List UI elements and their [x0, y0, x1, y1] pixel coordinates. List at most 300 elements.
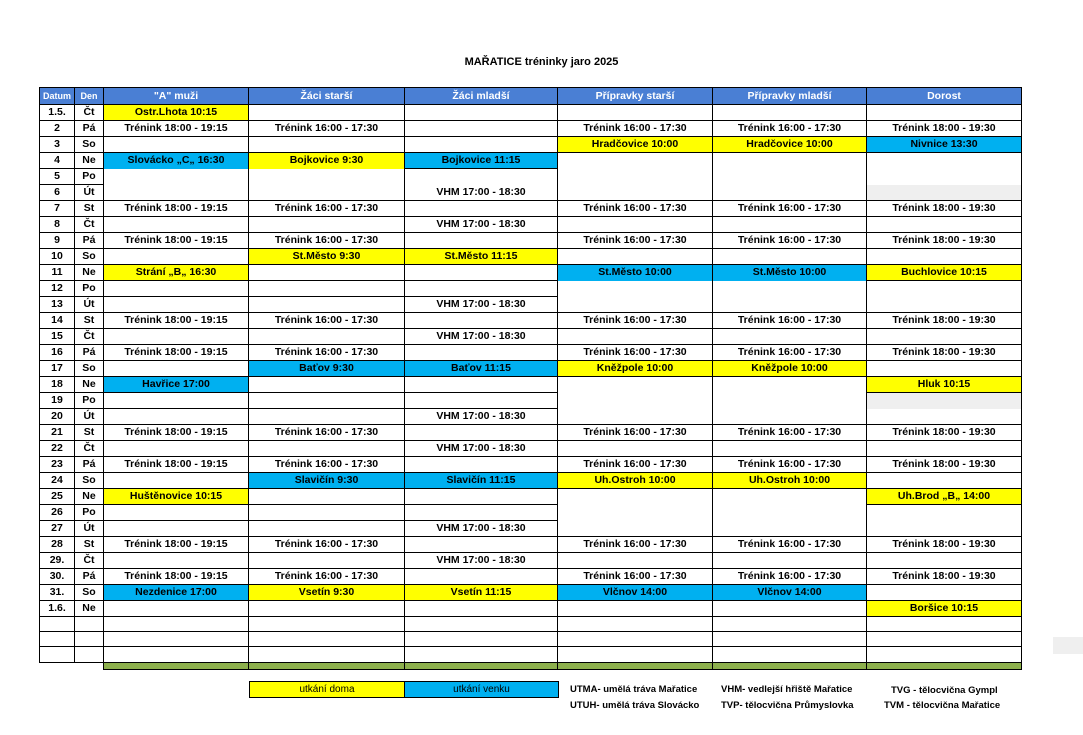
cell-datum: 28	[40, 537, 75, 553]
cell-dorost	[867, 185, 1022, 201]
cell-zaci-starsi	[249, 393, 405, 409]
cell-pripravky-starsi: Trénink 16:00 - 17:30	[558, 537, 713, 553]
cell-pripravky-starsi: Trénink 16:00 - 17:30	[558, 569, 713, 585]
footer-bar	[40, 663, 1022, 670]
table-row	[40, 409, 1022, 425]
cell-den: St	[75, 201, 104, 217]
cell-a-muzi	[104, 473, 249, 489]
table-row	[40, 201, 1022, 217]
table-row	[40, 393, 1022, 409]
cell-den: Pá	[75, 457, 104, 473]
empty-cell	[40, 617, 75, 632]
cell-zaci-mladsi	[405, 505, 558, 521]
cell-zaci-starsi	[249, 265, 405, 281]
cell-zaci-mladsi: VHM 17:00 - 18:30	[405, 297, 558, 313]
table-row	[40, 585, 1022, 601]
cell-dorost: Trénink 18:00 - 19:30	[867, 201, 1022, 217]
cell-datum: 27	[40, 521, 75, 537]
empty-cell	[713, 617, 867, 632]
cell-pripravky-mladsi: Trénink 16:00 - 17:30	[713, 537, 867, 553]
cell-den: Čt	[75, 105, 104, 121]
cell-a-muzi: Ostr.Lhota 10:15	[104, 105, 249, 121]
cell-dorost	[867, 153, 1022, 169]
cell-a-muzi: Trénink 18:00 - 19:15	[104, 425, 249, 441]
cell-zaci-mladsi	[405, 121, 558, 137]
cell-zaci-mladsi: Vsetín 11:15	[405, 585, 558, 601]
cell-dorost	[867, 217, 1022, 233]
cell-a-muzi: Nezdenice 17:00	[104, 585, 249, 601]
cell-datum: 4	[40, 153, 75, 169]
table-row	[40, 105, 1022, 121]
empty-cell	[40, 647, 75, 663]
empty-cell	[713, 647, 867, 663]
empty-cell	[558, 617, 713, 632]
cell-pripravky-starsi: Trénink 16:00 - 17:30	[558, 121, 713, 137]
cell-dorost: Trénink 18:00 - 19:30	[867, 569, 1022, 585]
cell-pripravky-starsi	[558, 505, 713, 521]
empty-cell	[249, 617, 405, 632]
legend-vhm: VHM- vedlejší hřiště Mařatice	[721, 684, 853, 695]
cell-zaci-starsi	[249, 105, 405, 121]
cell-zaci-mladsi	[405, 425, 558, 441]
cell-zaci-starsi	[249, 377, 405, 393]
cell-a-muzi	[104, 441, 249, 457]
cell-zaci-starsi: Trénink 16:00 - 17:30	[249, 457, 405, 473]
cell-dorost: Trénink 18:00 - 19:30	[867, 345, 1022, 361]
cell-datum: 22	[40, 441, 75, 457]
cell-pripravky-mladsi: Kněžpole 10:00	[713, 361, 867, 377]
cell-dorost	[867, 553, 1022, 569]
cell-a-muzi: Huštěnovice 10:15	[104, 489, 249, 505]
cell-pripravky-starsi: Trénink 16:00 - 17:30	[558, 201, 713, 217]
cell-datum: 14	[40, 313, 75, 329]
cell-zaci-starsi	[249, 297, 405, 313]
cell-zaci-starsi: Vsetín 9:30	[249, 585, 405, 601]
table-row	[40, 569, 1022, 585]
cell-pripravky-starsi	[558, 297, 713, 313]
cell-pripravky-starsi: Uh.Ostroh 10:00	[558, 473, 713, 489]
cell-datum: 29.	[40, 553, 75, 569]
column-header: Přípravky starší	[558, 88, 713, 105]
cell-zaci-starsi	[249, 601, 405, 617]
cell-pripravky-starsi	[558, 553, 713, 569]
footer-cell	[40, 663, 75, 670]
cell-zaci-mladsi	[405, 377, 558, 393]
cell-datum: 30.	[40, 569, 75, 585]
cell-pripravky-mladsi: Trénink 16:00 - 17:30	[713, 313, 867, 329]
cell-zaci-mladsi	[405, 569, 558, 585]
empty-row	[40, 632, 1022, 647]
cell-pripravky-starsi: St.Město 10:00	[558, 265, 713, 281]
table-row	[40, 521, 1022, 537]
empty-cell	[104, 617, 249, 632]
footer-cell	[249, 663, 405, 670]
cell-pripravky-mladsi	[713, 441, 867, 457]
cell-pripravky-mladsi: Trénink 16:00 - 17:30	[713, 345, 867, 361]
cell-den: Pá	[75, 121, 104, 137]
training-schedule-table	[39, 87, 1022, 670]
cell-pripravky-mladsi	[713, 377, 867, 393]
cell-dorost	[867, 105, 1022, 121]
cell-pripravky-starsi	[558, 329, 713, 345]
cell-datum: 5	[40, 169, 75, 185]
cell-pripravky-mladsi	[713, 169, 867, 185]
cell-zaci-starsi	[249, 409, 405, 425]
cell-den: So	[75, 473, 104, 489]
cell-datum: 18	[40, 377, 75, 393]
cell-dorost: Buchlovice 10:15	[867, 265, 1022, 281]
column-header: Přípravky mladší	[713, 88, 867, 105]
cell-den: St	[75, 537, 104, 553]
cell-a-muzi: Havřice 17:00	[104, 377, 249, 393]
cell-den: Út	[75, 185, 104, 201]
cell-pripravky-starsi: Trénink 16:00 - 17:30	[558, 233, 713, 249]
cell-dorost: Boršice 10:15	[867, 601, 1022, 617]
cell-zaci-mladsi	[405, 313, 558, 329]
table-row	[40, 537, 1022, 553]
empty-cell	[249, 647, 405, 663]
legend-away-match: utkání venku	[404, 681, 559, 698]
table-row	[40, 441, 1022, 457]
cell-pripravky-mladsi: Hradčovice 10:00	[713, 137, 867, 153]
cell-pripravky-mladsi	[713, 393, 867, 409]
cell-den: Ne	[75, 489, 104, 505]
cell-dorost	[867, 297, 1022, 313]
cell-a-muzi	[104, 601, 249, 617]
table-row	[40, 217, 1022, 233]
cell-datum: 2	[40, 121, 75, 137]
empty-row	[40, 617, 1022, 632]
cell-den: Út	[75, 521, 104, 537]
cell-zaci-mladsi: Baťov 11:15	[405, 361, 558, 377]
empty-cell	[40, 632, 75, 647]
cell-zaci-starsi	[249, 185, 405, 201]
cell-pripravky-mladsi: Trénink 16:00 - 17:30	[713, 233, 867, 249]
cell-den: Čt	[75, 329, 104, 345]
table-row	[40, 505, 1022, 521]
cell-pripravky-starsi: Trénink 16:00 - 17:30	[558, 313, 713, 329]
cell-pripravky-mladsi	[713, 281, 867, 297]
cell-zaci-mladsi	[405, 137, 558, 153]
cell-den: St	[75, 425, 104, 441]
table-row	[40, 553, 1022, 569]
cell-den: St	[75, 313, 104, 329]
cell-dorost: Trénink 18:00 - 19:30	[867, 121, 1022, 137]
cell-pripravky-mladsi	[713, 409, 867, 425]
cell-pripravky-mladsi: St.Město 10:00	[713, 265, 867, 281]
cell-pripravky-starsi	[558, 601, 713, 617]
cell-pripravky-mladsi	[713, 521, 867, 537]
footer-cell	[104, 663, 249, 670]
cell-zaci-starsi	[249, 217, 405, 233]
cell-zaci-mladsi	[405, 201, 558, 217]
cell-zaci-starsi	[249, 169, 405, 185]
cell-zaci-mladsi: VHM 17:00 - 18:30	[405, 329, 558, 345]
cell-zaci-starsi: Trénink 16:00 - 17:30	[249, 537, 405, 553]
cell-datum: 6	[40, 185, 75, 201]
cell-a-muzi	[104, 137, 249, 153]
table-row	[40, 169, 1022, 185]
column-header: Den	[75, 88, 104, 105]
footer-cell	[405, 663, 558, 670]
cell-a-muzi	[104, 297, 249, 313]
cell-den: Čt	[75, 441, 104, 457]
cell-pripravky-starsi: Vlčnov 14:00	[558, 585, 713, 601]
table-row	[40, 153, 1022, 169]
cell-pripravky-mladsi: Uh.Ostroh 10:00	[713, 473, 867, 489]
cell-den: So	[75, 585, 104, 601]
column-header: Žáci starší	[249, 88, 405, 105]
cell-dorost	[867, 473, 1022, 489]
empty-cell	[75, 632, 104, 647]
cell-pripravky-starsi	[558, 105, 713, 121]
cell-a-muzi	[104, 553, 249, 569]
cell-a-muzi	[104, 249, 249, 265]
cell-zaci-starsi: Bojkovice 9:30	[249, 153, 405, 169]
empty-cell	[249, 632, 405, 647]
column-header: Žáci mladší	[405, 88, 558, 105]
table-row	[40, 121, 1022, 137]
cell-pripravky-mladsi	[713, 105, 867, 121]
cell-den: Ne	[75, 601, 104, 617]
cell-a-muzi	[104, 329, 249, 345]
cell-zaci-mladsi: VHM 17:00 - 18:30	[405, 409, 558, 425]
cell-dorost	[867, 441, 1022, 457]
cell-datum: 7	[40, 201, 75, 217]
cell-a-muzi	[104, 521, 249, 537]
cell-pripravky-starsi	[558, 489, 713, 505]
cell-pripravky-mladsi	[713, 249, 867, 265]
table-row	[40, 425, 1022, 441]
cell-datum: 21	[40, 425, 75, 441]
cell-zaci-mladsi: VHM 17:00 - 18:30	[405, 185, 558, 201]
table-row	[40, 137, 1022, 153]
cell-dorost	[867, 281, 1022, 297]
table-row	[40, 313, 1022, 329]
cell-a-muzi	[104, 409, 249, 425]
empty-cell	[867, 632, 1022, 647]
cell-zaci-starsi: Trénink 16:00 - 17:30	[249, 345, 405, 361]
cell-zaci-starsi	[249, 441, 405, 457]
cell-den: Po	[75, 505, 104, 521]
cell-zaci-mladsi	[405, 489, 558, 505]
empty-cell	[104, 632, 249, 647]
cell-a-muzi	[104, 217, 249, 233]
cell-dorost	[867, 409, 1022, 425]
cell-den: Pá	[75, 569, 104, 585]
cell-dorost	[867, 361, 1022, 377]
table-row	[40, 345, 1022, 361]
cell-datum: 24	[40, 473, 75, 489]
table-row	[40, 377, 1022, 393]
cell-pripravky-starsi	[558, 393, 713, 409]
cell-pripravky-starsi	[558, 441, 713, 457]
cell-zaci-mladsi	[405, 281, 558, 297]
cell-den: Čt	[75, 217, 104, 233]
cell-zaci-starsi: Trénink 16:00 - 17:30	[249, 201, 405, 217]
table-row	[40, 265, 1022, 281]
empty-row	[40, 647, 1022, 663]
cell-dorost: Trénink 18:00 - 19:30	[867, 457, 1022, 473]
cell-dorost: Trénink 18:00 - 19:30	[867, 537, 1022, 553]
cell-datum: 9	[40, 233, 75, 249]
cell-datum: 17	[40, 361, 75, 377]
cell-pripravky-starsi	[558, 169, 713, 185]
cell-pripravky-mladsi	[713, 489, 867, 505]
cell-zaci-starsi: Trénink 16:00 - 17:30	[249, 425, 405, 441]
cell-pripravky-mladsi: Trénink 16:00 - 17:30	[713, 569, 867, 585]
table-row	[40, 489, 1022, 505]
cell-pripravky-mladsi	[713, 185, 867, 201]
cell-a-muzi: Trénink 18:00 - 19:15	[104, 201, 249, 217]
cell-datum: 3	[40, 137, 75, 153]
cell-zaci-starsi: Trénink 16:00 - 17:30	[249, 313, 405, 329]
cell-den: So	[75, 249, 104, 265]
cell-zaci-starsi	[249, 521, 405, 537]
legend-home-match: utkání doma	[249, 681, 405, 698]
cell-a-muzi	[104, 505, 249, 521]
cell-zaci-mladsi: St.Město 11:15	[405, 249, 558, 265]
cell-zaci-mladsi: Slavičín 11:15	[405, 473, 558, 489]
cell-dorost: Nivnice 13:30	[867, 137, 1022, 153]
legend-utuh: UTUH- umělá tráva Slovácko	[570, 700, 700, 711]
cell-zaci-mladsi	[405, 457, 558, 473]
cell-zaci-starsi: Trénink 16:00 - 17:30	[249, 569, 405, 585]
table-row	[40, 473, 1022, 489]
cell-den: Po	[75, 281, 104, 297]
cell-pripravky-starsi: Trénink 16:00 - 17:30	[558, 425, 713, 441]
cell-dorost: Trénink 18:00 - 19:30	[867, 425, 1022, 441]
cell-a-muzi: Trénink 18:00 - 19:15	[104, 537, 249, 553]
empty-cell	[713, 632, 867, 647]
cell-datum: 16	[40, 345, 75, 361]
cell-den: Ne	[75, 377, 104, 393]
cell-a-muzi: Trénink 18:00 - 19:15	[104, 233, 249, 249]
table-row	[40, 329, 1022, 345]
cell-a-muzi: Trénink 18:00 - 19:15	[104, 457, 249, 473]
cell-datum: 26	[40, 505, 75, 521]
cell-a-muzi	[104, 169, 249, 185]
page-title: MAŘATICE tréninky jaro 2025	[464, 56, 619, 68]
cell-zaci-mladsi	[405, 601, 558, 617]
cell-pripravky-starsi	[558, 521, 713, 537]
cell-pripravky-starsi: Hradčovice 10:00	[558, 137, 713, 153]
cell-den: Ne	[75, 153, 104, 169]
cell-den: Ne	[75, 265, 104, 281]
cell-pripravky-starsi	[558, 281, 713, 297]
cell-datum: 1.5.	[40, 105, 75, 121]
cell-dorost: Uh.Brod „B„ 14:00	[867, 489, 1022, 505]
cell-dorost: Hluk 10:15	[867, 377, 1022, 393]
cell-den: Po	[75, 393, 104, 409]
cell-den: Pá	[75, 345, 104, 361]
table-row	[40, 457, 1022, 473]
table-row	[40, 185, 1022, 201]
cell-a-muzi: Trénink 18:00 - 19:15	[104, 569, 249, 585]
cell-datum: 23	[40, 457, 75, 473]
cell-zaci-starsi	[249, 489, 405, 505]
empty-cell	[75, 647, 104, 663]
cell-datum: 31.	[40, 585, 75, 601]
table-row	[40, 233, 1022, 249]
cell-pripravky-starsi	[558, 153, 713, 169]
cell-zaci-starsi	[249, 329, 405, 345]
cell-pripravky-mladsi	[713, 153, 867, 169]
cell-zaci-mladsi	[405, 169, 558, 185]
cell-pripravky-mladsi: Trénink 16:00 - 17:30	[713, 457, 867, 473]
empty-cell	[867, 647, 1022, 663]
cell-den: Út	[75, 409, 104, 425]
legend-tvg: TVG - tělocvična Gympl	[891, 685, 998, 696]
cell-zaci-mladsi	[405, 537, 558, 553]
cell-pripravky-mladsi	[713, 505, 867, 521]
cell-a-muzi: Trénink 18:00 - 19:15	[104, 313, 249, 329]
cell-dorost	[867, 393, 1022, 409]
cell-pripravky-starsi: Trénink 16:00 - 17:30	[558, 457, 713, 473]
table-row	[40, 297, 1022, 313]
cell-a-muzi	[104, 393, 249, 409]
cell-datum: 10	[40, 249, 75, 265]
cell-pripravky-starsi	[558, 249, 713, 265]
cell-zaci-starsi: Baťov 9:30	[249, 361, 405, 377]
cell-dorost	[867, 169, 1022, 185]
cell-dorost	[867, 249, 1022, 265]
cell-pripravky-mladsi	[713, 553, 867, 569]
cell-datum: 12	[40, 281, 75, 297]
cell-zaci-mladsi: VHM 17:00 - 18:30	[405, 521, 558, 537]
cell-den: Čt	[75, 553, 104, 569]
empty-cell	[558, 632, 713, 647]
cell-pripravky-mladsi: Trénink 16:00 - 17:30	[713, 201, 867, 217]
header-row	[40, 88, 1022, 105]
cell-den: Pá	[75, 233, 104, 249]
cell-a-muzi	[104, 281, 249, 297]
cell-zaci-mladsi	[405, 233, 558, 249]
table-row	[40, 361, 1022, 377]
cell-datum: 11	[40, 265, 75, 281]
cell-zaci-mladsi	[405, 345, 558, 361]
cell-dorost: Trénink 18:00 - 19:30	[867, 313, 1022, 329]
cell-pripravky-mladsi	[713, 601, 867, 617]
cell-zaci-starsi: Trénink 16:00 - 17:30	[249, 233, 405, 249]
cell-a-muzi: Strání „B„ 16:30	[104, 265, 249, 281]
cell-zaci-mladsi: VHM 17:00 - 18:30	[405, 441, 558, 457]
footer-cell	[75, 663, 104, 670]
cell-zaci-starsi	[249, 505, 405, 521]
cell-datum: 25	[40, 489, 75, 505]
empty-cell	[405, 632, 558, 647]
column-header: Datum	[40, 88, 75, 105]
cell-pripravky-mladsi	[713, 297, 867, 313]
cell-pripravky-starsi	[558, 217, 713, 233]
cell-a-muzi: Slovácko „C„ 16:30	[104, 153, 249, 169]
cell-datum: 20	[40, 409, 75, 425]
cell-den: So	[75, 361, 104, 377]
cell-pripravky-mladsi: Trénink 16:00 - 17:30	[713, 425, 867, 441]
cell-pripravky-starsi: Kněžpole 10:00	[558, 361, 713, 377]
gray-cell-mark	[1053, 637, 1083, 654]
cell-den: Út	[75, 297, 104, 313]
empty-cell	[558, 647, 713, 663]
cell-a-muzi	[104, 361, 249, 377]
cell-zaci-starsi	[249, 137, 405, 153]
cell-den: So	[75, 137, 104, 153]
cell-pripravky-starsi	[558, 377, 713, 393]
cell-zaci-mladsi: VHM 17:00 - 18:30	[405, 553, 558, 569]
empty-cell	[405, 647, 558, 663]
cell-a-muzi	[104, 185, 249, 201]
cell-pripravky-mladsi: Vlčnov 14:00	[713, 585, 867, 601]
